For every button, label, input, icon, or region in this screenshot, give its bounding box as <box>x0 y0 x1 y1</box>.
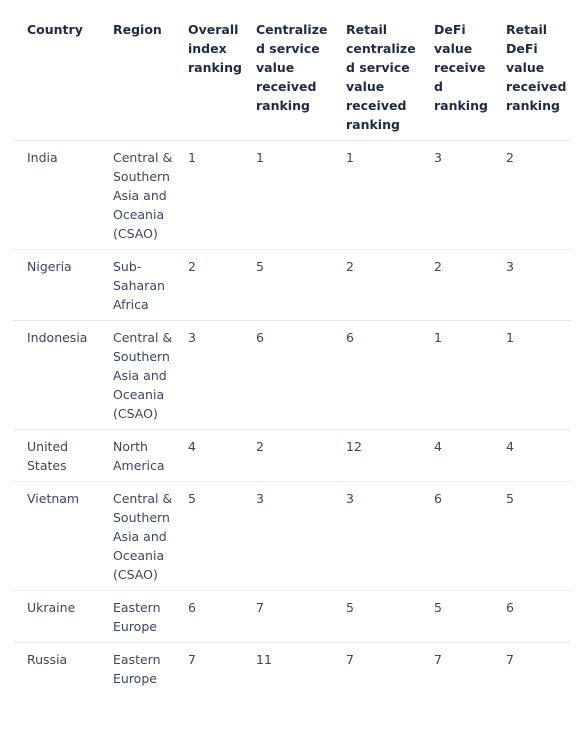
cell-retail-defi: 6 <box>492 591 571 643</box>
cell-defi: 4 <box>420 430 492 482</box>
header-centralized-service-ranking: Centralized service value received ranking <box>242 13 332 141</box>
cell-retail-centralized: 1 <box>332 141 420 250</box>
cell-centralized: 1 <box>242 141 332 250</box>
cell-retail-centralized: 5 <box>332 591 420 643</box>
cell-region: Central & Southern Asia and Oceania (CSAO) <box>99 482 174 591</box>
table-row <box>13 591 571 643</box>
cell-centralized: 3 <box>242 482 332 591</box>
cell-overall: 6 <box>174 591 242 643</box>
cell-defi: 1 <box>420 321 492 430</box>
cell-retail-centralized: 6 <box>332 321 420 430</box>
cell-region: Central & Southern Asia and Oceania (CSAO) <box>99 321 174 430</box>
cell-region: North America <box>99 430 174 482</box>
cell-retail-defi: 3 <box>492 250 571 321</box>
cell-country: Russia <box>27 652 68 667</box>
header-country: Country <box>13 13 99 141</box>
cell-overall: 4 <box>174 430 242 482</box>
header-row <box>13 13 571 141</box>
cell-region: Central & Southern Asia and Oceania (CSAO) <box>99 141 174 250</box>
table-row <box>13 321 571 430</box>
cell-centralized: 5 <box>242 250 332 321</box>
cell-region: Eastern Europe <box>113 652 161 686</box>
cell-retail-centralized: 7 <box>346 652 354 667</box>
table-row <box>13 482 571 591</box>
cell-country: United States <box>13 430 99 482</box>
cell-retail-defi: 7 <box>506 652 514 667</box>
cell-retail-defi: 2 <box>492 141 571 250</box>
header-defi-ranking: DeFi value received ranking <box>420 13 492 141</box>
cell-defi: 2 <box>420 250 492 321</box>
table-row <box>13 141 571 250</box>
cell-retail-centralized: 2 <box>332 250 420 321</box>
cell-centralized: 2 <box>242 430 332 482</box>
cell-retail-defi: 5 <box>492 482 571 591</box>
cell-retail-defi: 1 <box>492 321 571 430</box>
rankings-table <box>13 13 571 694</box>
cell-country: Indonesia <box>13 321 99 430</box>
cell-centralized: 7 <box>242 591 332 643</box>
header-retail-defi-ranking: Retail DeFi value received ranking <box>492 13 571 141</box>
cell-retail-centralized: 3 <box>332 482 420 591</box>
cell-defi: 7 <box>434 652 442 667</box>
cell-country: Nigeria <box>13 250 99 321</box>
cell-overall: 3 <box>174 321 242 430</box>
header-region: Region <box>99 13 174 141</box>
header-overall-index-ranking: Overall index ranking <box>174 13 242 141</box>
cell-overall: 7 <box>188 652 196 667</box>
cell-retail-defi: 4 <box>492 430 571 482</box>
cell-overall: 5 <box>174 482 242 591</box>
cell-country: Ukraine <box>13 591 99 643</box>
cell-country: India <box>13 141 99 250</box>
cell-centralized: 11 <box>256 652 272 667</box>
cell-defi: 6 <box>420 482 492 591</box>
cell-overall: 1 <box>174 141 242 250</box>
cell-defi: 5 <box>420 591 492 643</box>
cell-region: Sub-Saharan Africa <box>99 250 174 321</box>
cell-retail-centralized: 12 <box>332 430 420 482</box>
table-row <box>13 430 571 482</box>
cell-centralized: 6 <box>242 321 332 430</box>
cell-defi: 3 <box>420 141 492 250</box>
cell-country: Vietnam <box>13 482 99 591</box>
cell-region: Eastern Europe <box>99 591 174 643</box>
cell-overall: 2 <box>174 250 242 321</box>
header-retail-centralized-ranking: Retail centralized service value received ranking <box>332 13 420 141</box>
table-row <box>13 250 571 321</box>
table-row <box>13 643 571 695</box>
